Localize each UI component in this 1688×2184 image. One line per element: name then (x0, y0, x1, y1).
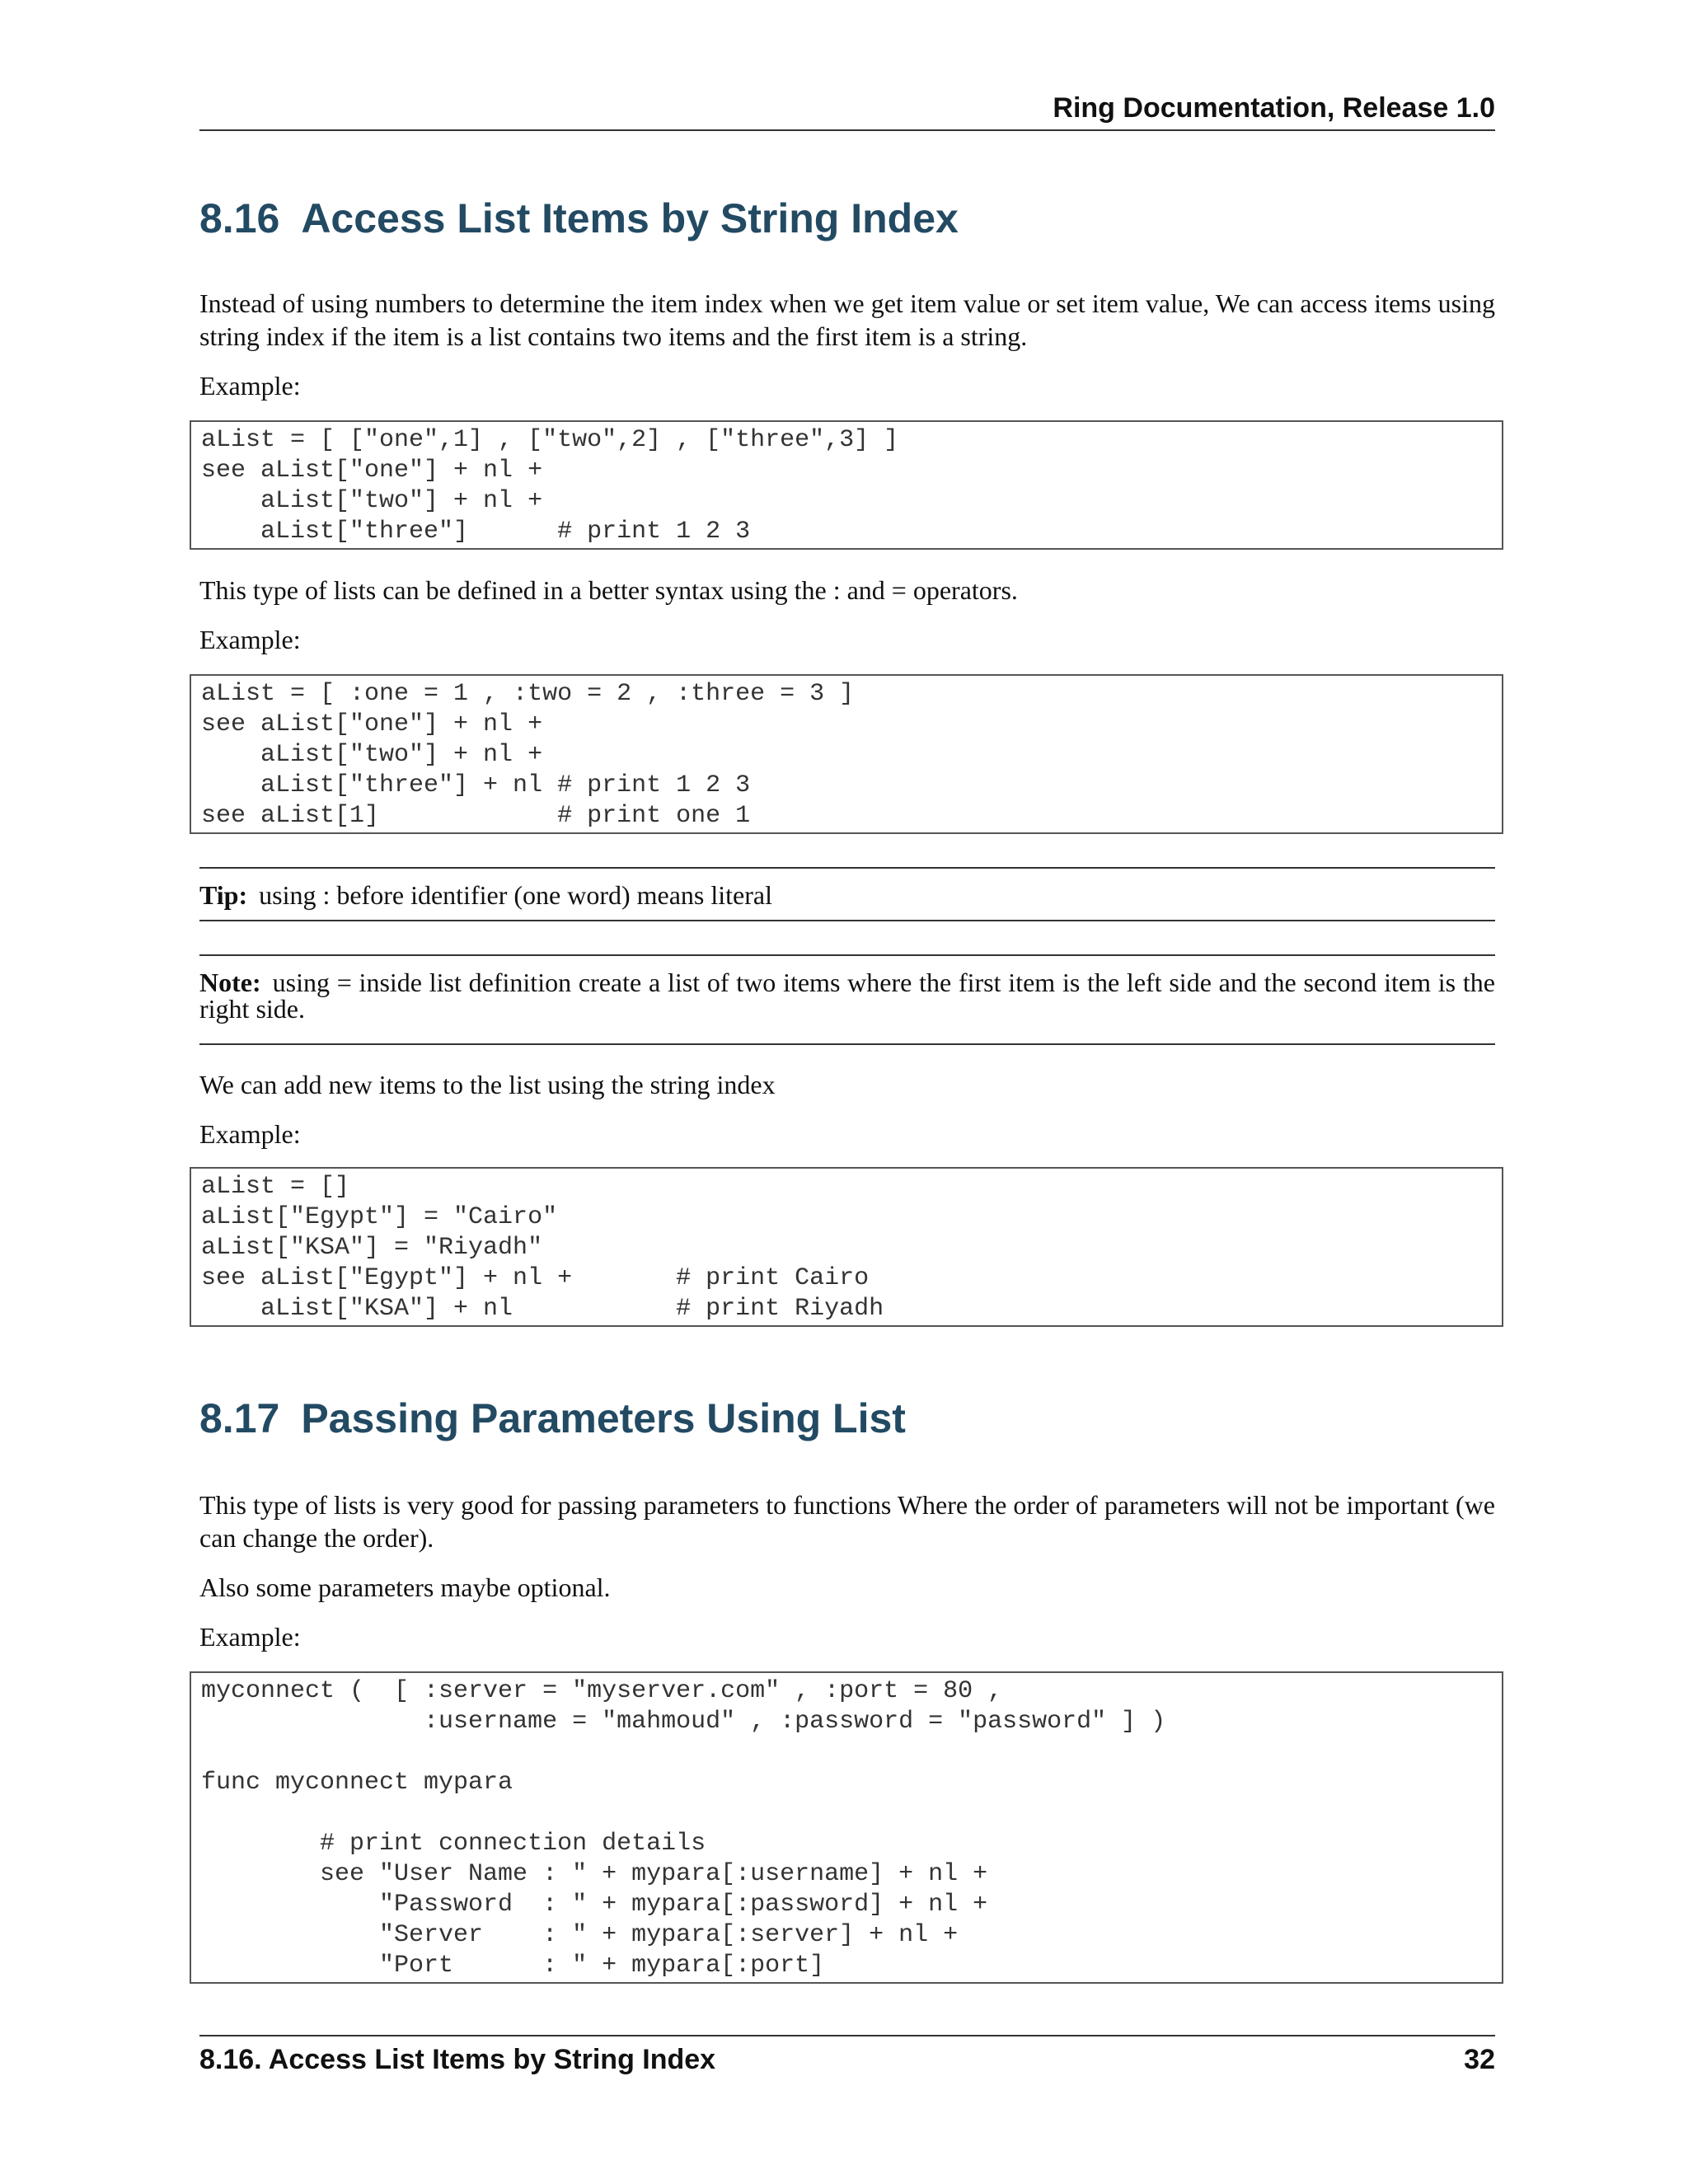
section-title-text: Passing Parameters Using List (301, 1395, 906, 1441)
section-heading-8-17 (199, 1394, 906, 1442)
example-label: Example: (199, 371, 301, 401)
example-label: Example: (199, 1622, 301, 1652)
header-rule (199, 129, 1495, 131)
intro-paragraph: Instead of using numbers to determine the item index when we get item value or set item value, We can access items using string index if the item is a list contains two items and the first item is a string. (199, 288, 1495, 351)
tip-label: Tip: (199, 880, 248, 910)
code-block-1: aList = [ ["one",1] , ["two",2] , ["three",3] ] see aList["one"] + nl + aList["two"] + nl + aList["three"] # print 1 2 3 (190, 420, 1503, 550)
tip-admonition (199, 867, 1495, 921)
footer-section-title: 8.16. Access List Items by String Index (199, 2044, 716, 2075)
code-block-4: myconnect ( [ :server = "myserver.com" , :port = 80 , :username = "mahmoud" , :password = "password" ] ) func myconnect mypara # print connection details see "User Name : " + mypara[:username] + nl + "Password : " + mypara[:password] + nl + "Server : " + mypara[:server] + nl + "Port : " + mypara[:port] (190, 1671, 1503, 1984)
code-block-2: aList = [ :one = 1 , :two = 2 , :three = 3 ] see aList["one"] + nl + aList["two"] + nl + aList["three"] + nl # print 1 2 3 see aList[1] # print one 1 (190, 674, 1503, 834)
note-label: Note: (199, 968, 261, 997)
intro-paragraph: This type of lists is very good for passing parameters to functions Where the order of parameters will not be important (we can change the order). (199, 1490, 1495, 1553)
section-number: 8.17 (199, 1395, 280, 1441)
note-text: using = inside list definition create a list of two items where the first item is the left side and the second item is the right side. (199, 968, 1495, 1024)
tip-text: using : before identifier (one word) means literal (259, 880, 772, 910)
code-block-3: aList = [] aList["Egypt"] = "Cairo" aList["KSA"] = "Riyadh" see aList["Egypt"] + nl + # print Cairo aList["KSA"] + nl # print Riyadh (190, 1167, 1503, 1327)
running-header: Ring Documentation, Release 1.0 (1053, 92, 1495, 124)
example-label: Example: (199, 1119, 301, 1149)
section-number: 8.16 (199, 195, 280, 241)
section-title-text: Access List Items by String Index (301, 195, 959, 241)
syntax-paragraph: This type of lists can be defined in a better syntax using the : and = operators. (199, 575, 1018, 605)
footer-rule (199, 2035, 1495, 2036)
note-admonition (199, 954, 1495, 1045)
optional-params-paragraph: Also some parameters maybe optional. (199, 1572, 611, 1602)
section-heading-8-16 (199, 194, 959, 242)
example-label: Example: (199, 625, 301, 654)
add-items-paragraph: We can add new items to the list using the string index (199, 1070, 776, 1099)
page-footer (199, 2044, 1495, 2076)
page-number: 32 (1464, 2044, 1495, 2075)
